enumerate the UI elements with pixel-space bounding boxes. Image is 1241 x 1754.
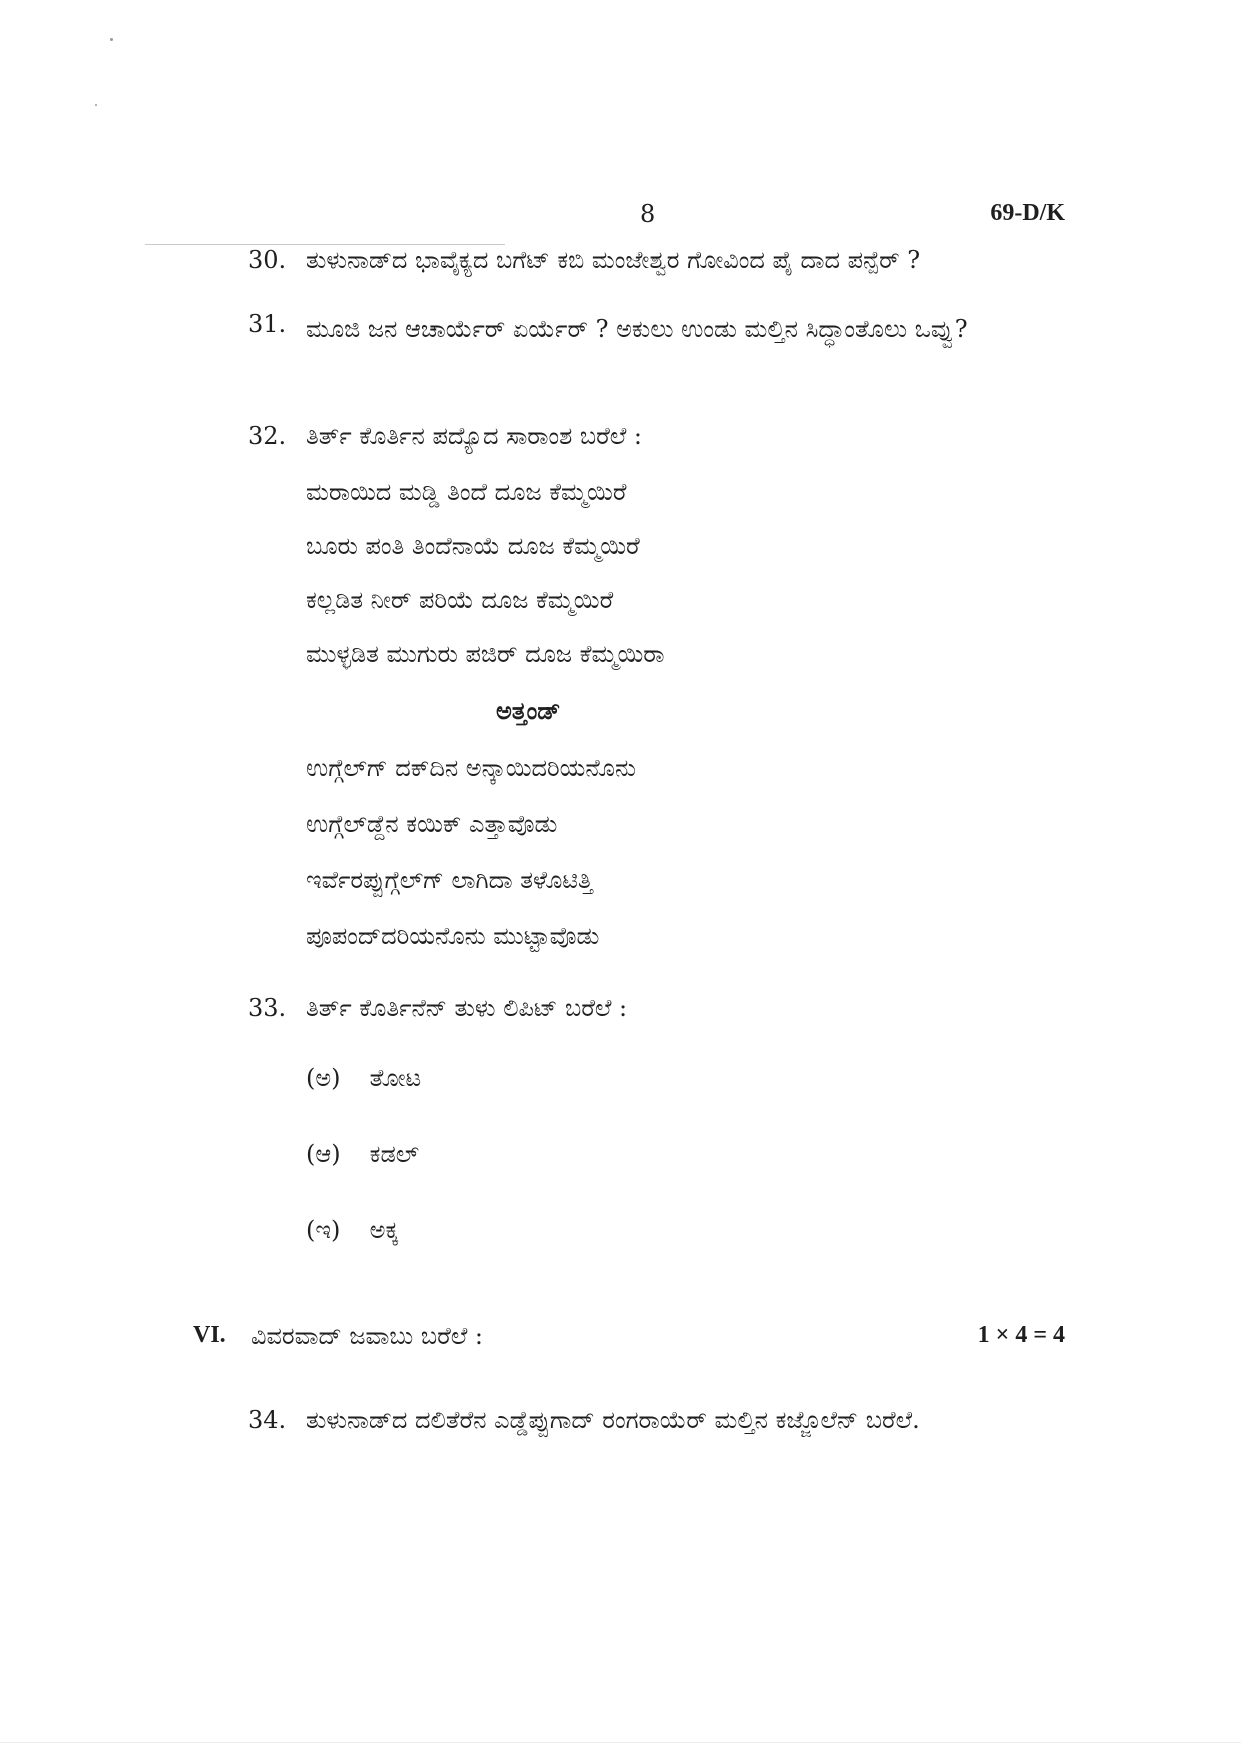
question-33 <box>248 986 1065 1030</box>
option-text: ಕಡಲ್ <box>369 1140 420 1168</box>
poem-line: ಉಗ್ಗೆಲ್‌ಡ್ದೆನ ಕಯಿಕ್ ಎತ್ತಾವೊಡು <box>306 810 558 838</box>
question-text: ತಿರ್ತ್ ಕೊರ್ತಿನ ಪದ್ಯೊದ ಸಾರಾಂಶ ಬರೆಲೆ : <box>306 422 643 450</box>
section-title: ವಿವರವಾದ್ ಜವಾಬು ಬರೆಲೆ : <box>251 1322 484 1350</box>
question-text: ಮೂಜಿ ಜನ ಆಚಾರ್ಯೆರ್ ಏರ್ಯೆರ್ ? ಅಕುಲು ಉಂಡು ಮಲ್ತಿನ ಸಿದ್ಧಾಂತೊಲು ಒವ್ವು? <box>306 315 968 343</box>
poem-line: ಮುಳ್ಳಡಿತ ಮುಗುರು ಪಜಿರ್ ದೂಜ ಕೆಮ್ಮಯಿರಾ <box>306 640 665 668</box>
poem-line: ಇರ್ವೆರಪ್ಪುಗ್ಗೆಲ್‌ಗ್ ಲಾಗಿದಾ ತಳೊಟಿತ್ತಿ <box>306 866 593 894</box>
poem-line: ಬೂರು ಪಂತಿ ತಿಂದೆನಾಯೆ ದೂಜ ಕೆಮ್ಮಯಿರೆ <box>306 532 640 560</box>
question-30 <box>248 238 1065 282</box>
poem-separator: ಅತ್ತಂಡ್ <box>496 696 561 725</box>
question-number: 30. <box>248 246 287 274</box>
question-number: 34. <box>248 1406 287 1434</box>
question-text: ತುಳುನಾಡ್‌ದ ದಲಿತೆರೆನ ಎಡ್ಡೆಪ್ಪುಗಾದ್ ರಂಗರಾಯೆರ್ ಮಲ್ತಿನ ಕಜ್ಜೊಲೆನ್ ಬರೆಲೆ. <box>306 1406 920 1434</box>
question-number: 32. <box>248 422 287 450</box>
poem-line: ಮರಾಯಿದ ಮಡ್ಡಿ ತಿಂದೆ ದೂಜ ಕೆಮ್ಮಯಿರೆ <box>306 478 627 506</box>
question-number: 33. <box>248 994 287 1022</box>
question-number: 31. <box>248 310 287 338</box>
option-label: (ಇ) <box>306 1216 341 1244</box>
scan-speck <box>110 38 113 41</box>
option-aa <box>306 1140 419 1168</box>
question-34 <box>248 1398 1065 1442</box>
option-i <box>306 1216 399 1244</box>
paper-code: 69-D/K <box>990 200 1065 226</box>
bottom-edge <box>0 1742 1241 1743</box>
section-number: VI. <box>193 1322 226 1348</box>
section-marks: 1 × 4 = 4 <box>977 1322 1065 1348</box>
option-label: (ಅ) <box>306 1064 341 1092</box>
poem-line: ಪೂಪಂದ್‌ದರಿಯನೊನು ಮುಟ್ಟಾವೊಡು <box>306 922 600 950</box>
question-31 <box>248 302 1065 356</box>
option-label: (ಆ) <box>306 1140 341 1168</box>
page-number: 8 <box>640 200 656 228</box>
option-a <box>306 1064 421 1092</box>
question-32 <box>248 414 1065 458</box>
poem-line: ಕಲ್ಲಡಿತ ನೀರ್ ಪರಿಯೆ ದೂಜ ಕೆಮ್ಮಯಿರೆ <box>306 586 614 614</box>
scan-speck <box>95 104 97 106</box>
question-text: ತುಳುನಾಡ್‌ದ ಭಾವೈಕ್ಯದ ಬಗೆಟ್ ಕಬಿ ಮಂಜೇಶ್ವರ ಗೋವಿಂದ ಪೈ ದಾದ ಪನ್ಪೆರ್ ? <box>306 246 921 274</box>
option-text: ತೋಟ <box>369 1064 422 1092</box>
question-text: ತಿರ್ತ್ ಕೊರ್ತಿನೆನ್ ತುಳು ಲಿಪಿಟ್ ಬರೆಲೆ : <box>306 994 628 1022</box>
poem-line: ಉಗ್ಗೆಲ್‌ಗ್ ದಕ್‌ದಿನ ಅನ್ಕಾಯಿದರಿಯನೊನು <box>306 754 636 782</box>
option-text: ಅಕ್ಕ <box>369 1216 399 1244</box>
